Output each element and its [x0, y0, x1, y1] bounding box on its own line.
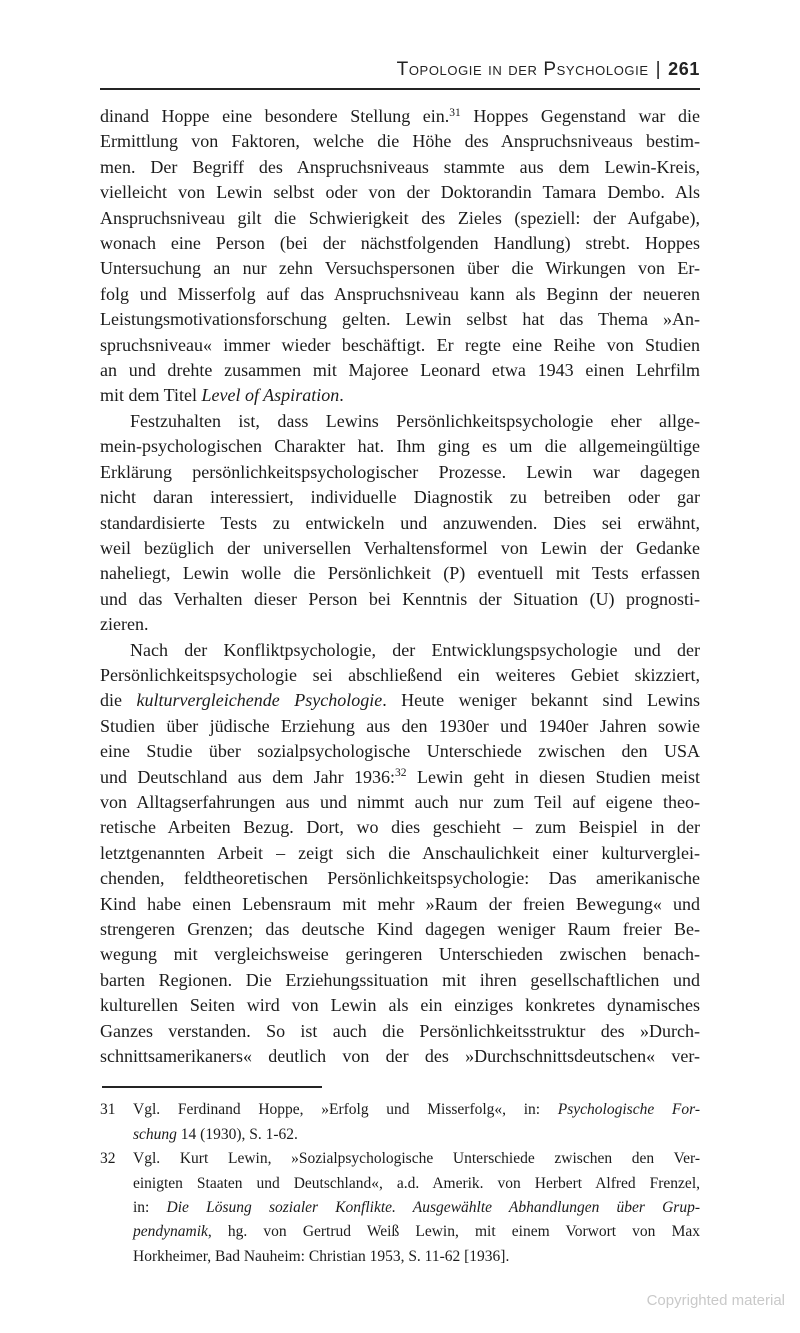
text-line: zieren. — [100, 614, 149, 635]
text-line: retische Arbeiten Bezug. Dort, wo dies geschieht – zum Beispiel in der — [100, 817, 700, 838]
body-paragraph — [100, 638, 700, 1070]
text-line: Ganzes verstanden. So ist auch die Persönlichkeitsstruktur des »Durch- — [100, 1020, 700, 1041]
text-line: und das Verhalten dieser Person bei Kenntnis der Situation (U) prognosti- — [100, 588, 700, 609]
text-line: an und drehte zusammen mit Majoree Leonard etwa 1943 einen Lehrfilm — [100, 360, 700, 381]
text-line: strengeren Grenzen; das deutsche Kind dagegen weniger Raum freier Be- — [100, 919, 700, 939]
footnote-item — [100, 1098, 700, 1147]
text-line: vielleicht von Lewin selbst oder von der Doktorandin Tamara Dembo. Als — [100, 182, 700, 203]
text-line: Vgl. Kurt Lewin, »Sozialpsychologische Unterschiede zwischen den Ver- — [133, 1150, 700, 1168]
text-line: barten Regionen. Die Erziehungssituation mit ihren gesellschaftlichen und — [100, 969, 700, 990]
footnotes-section — [100, 1098, 700, 1269]
text-line: nicht daran interessiert, individuelle Diagnostik zu betreiben oder gar — [100, 487, 700, 508]
text-line: Ermittlung von Faktoren, welche die Höhe des Anspruchsniveaus bestim- — [100, 131, 700, 152]
text-line: und Deutschland aus dem Jahr 1936:$^{32}$ Lewin geht in diesen Studien meist — [100, 766, 700, 787]
footnote-separator-rule — [102, 1086, 322, 1088]
text-line: letztgenannten Arbeit – zeigt sich die Anschaulichkeit einer kulturverglei- — [100, 842, 700, 863]
footnote-text — [133, 1098, 700, 1147]
footnote-number: 31 — [100, 1101, 116, 1119]
text-line: Anspruchsniveau gilt die Schwierigkeit des Zieles (speziell: der Aufgabe), — [100, 207, 700, 228]
footnote-item — [100, 1147, 700, 1269]
text-line: Erklärung persönlichkeitspsychologischer Prozesse. Lewin war dagegen — [100, 461, 700, 482]
text-line: men. Der Begriff des Anspruchsniveaus stammte aus dem Lewin-Kreis, — [100, 156, 700, 177]
text-line: schnittsamerikaners« deutlich von der des »Durchschnittsdeutschen« ver- — [100, 1046, 700, 1067]
text-line: pendynamik, hg. von Gertrud Weiß Lewin, mit einem Vorwort von Max — [133, 1223, 700, 1241]
text-line: weil bezüglich der universellen Verhaltensformel von Lewin der Gedanke — [100, 537, 700, 558]
text-line: standardisierte Tests zu entwickeln und anzuwenden. Dies sei erwähnt, — [100, 512, 700, 533]
text-line: die kulturvergleichende Psychologie. Heute weniger bekannt sind Lewins — [100, 690, 700, 711]
text-line: spruchsniveau« immer wieder beschäftigt. Er regte eine Reihe von Studien — [100, 334, 700, 355]
body-paragraph — [100, 409, 700, 638]
body-text — [100, 104, 700, 1069]
text-line: schung 14 (1930), S. 1-62. — [133, 1125, 298, 1143]
footnote-reference: 32 — [395, 767, 407, 780]
footnote-number: 32 — [100, 1150, 116, 1168]
running-header-title: Topologie in der Psychologie — [396, 59, 649, 80]
footnote-text — [133, 1147, 700, 1269]
text-line: Festzuhalten ist, dass Lewins Persönlichkeitspsychologie eher allge- — [130, 410, 700, 431]
text-line: kulturellen Seiten wird von Lewin als ein einziges konkretes dynamisches — [100, 995, 700, 1016]
text-line: wegung mit vergleichsweise geringeren Unterschieden zwischen benach- — [100, 944, 700, 965]
text-line: dinand Hoppe eine besondere Stellung ein.$^{31}$ Hoppes Gegenstand war die — [100, 106, 700, 126]
text-line: Leistungsmotivationsforschung gelten. Lewin selbst hat das Thema »An- — [100, 309, 700, 330]
text-line: Vgl. Ferdinand Hoppe, »Erfolg und Misserfolg«, in: Psychologische For- — [133, 1101, 701, 1119]
text-line: einigten Staaten und Deutschland«, a.d. Amerik. von Herbert Alfred Frenzel, — [133, 1174, 700, 1192]
running-header — [100, 58, 700, 90]
text-line: in: Die Lösung sozialer Konflikte. Ausgewählte Abhandlungen über Grup- — [133, 1199, 700, 1217]
copyright-watermark: Copyrighted material — [646, 1292, 785, 1309]
running-header-separator: | — [655, 59, 662, 80]
text-block — [100, 58, 700, 1269]
text-line: eine Studie über sozialpsychologische Unterschiede zwischen den USA — [100, 741, 700, 762]
text-line: naheliegt, Lewin wolle die Persönlichkeit (P) eventuell mit Tests erfassen — [100, 563, 700, 584]
text-line: von Alltagserfahrungen aus und nimmt auch nur zum Teil auf eigene theo- — [100, 791, 700, 812]
text-line: Persönlichkeitspsychologie sei abschließend ein weiteres Gebiet skizziert, — [100, 664, 700, 685]
page-number: 261 — [668, 59, 700, 79]
body-paragraph — [100, 104, 700, 409]
text-line: folg und Misserfolg auf das Anspruchsniveau kann als Beginn der neueren — [100, 283, 700, 304]
text-line: Kind habe einen Lebensraum mit mehr »Raum der freien Bewegung« und — [100, 893, 700, 914]
text-line: Nach der Konfliktpsychologie, der Entwicklungspsychologie und der — [130, 639, 700, 660]
text-line: mein-psychologischen Charakter hat. Ihm ging es um die allgemeingültige — [100, 436, 700, 457]
text-line: mit dem Titel Level of Aspiration. — [100, 385, 344, 406]
text-line: chenden, feldtheoretischen Persönlichkeitspsychologie: Das amerikanische — [100, 868, 700, 889]
text-line: Untersuchung an nur zehn Versuchspersonen über die Wirkungen von Er- — [100, 258, 700, 279]
text-line: Studien über jüdische Erziehung aus den 1930er und 1940er Jahren sowie — [100, 715, 700, 736]
text-line: Horkheimer, Bad Nauheim: Christian 1953, S. 11-62 [1936]. — [133, 1247, 510, 1265]
footnote-reference: 31 — [449, 106, 461, 119]
text-line: wonach eine Person (bei der nächstfolgenden Handlung) strebt. Hoppes — [100, 233, 700, 254]
